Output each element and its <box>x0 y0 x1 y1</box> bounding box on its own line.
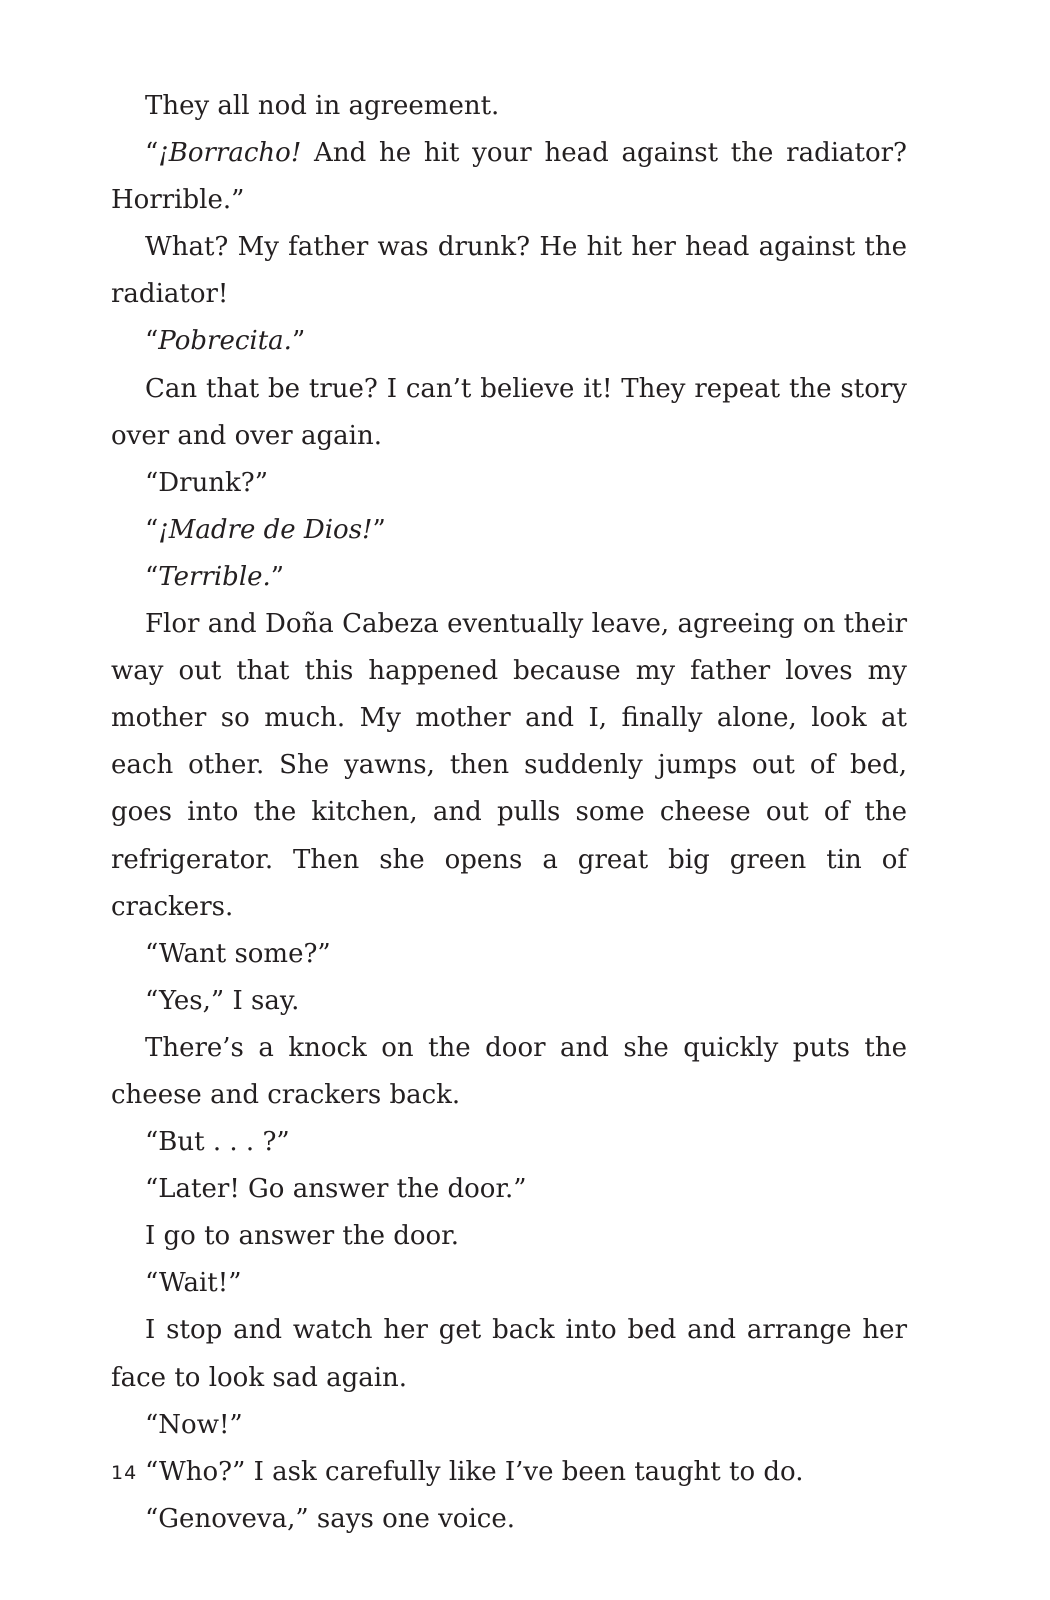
text-run: ” <box>291 326 306 357</box>
paragraph <box>111 1025 907 1119</box>
text-run: Flor and Doña Cabeza eventually leave, agreeing on their way out that this happened because my father loves my mother so much. My mother and I, finally alone, look at each other. She yawns, then suddenly jumps out of bed, goes into the kitchen, and pulls some cheese out of the refrigerator. Then she opens a great big green tin of crackers. <box>111 609 907 922</box>
text-run: What? My father was drunk? He hit her head against the radiator! <box>111 232 907 310</box>
italic-text: ¡Madre de Dios! <box>158 514 373 545</box>
paragraph <box>111 460 907 507</box>
text-run: There’s a knock on the door and she quickly puts the cheese and crackers back. <box>111 1032 907 1110</box>
page-number: 14 <box>111 1462 138 1484</box>
text-run: “Genoveva,” says one voice. <box>145 1503 515 1534</box>
text-run: “ <box>145 326 159 357</box>
text-run: “Who?” I ask carefully like I’ve been taught to do. <box>145 1456 804 1487</box>
italic-text: Pobrecita. <box>158 326 292 357</box>
text-run: “Yes,” I say. <box>145 985 300 1016</box>
text-run: “ <box>145 561 159 592</box>
paragraph <box>111 1496 907 1543</box>
paragraph <box>111 318 907 365</box>
paragraph <box>111 554 907 601</box>
paragraph <box>111 1260 907 1307</box>
text-run: “ <box>145 514 159 545</box>
text-run: “Drunk?” <box>145 467 269 498</box>
paragraph <box>111 1402 907 1449</box>
paragraph <box>111 1213 907 1260</box>
text-run: “Now!” <box>145 1409 243 1440</box>
text-run: “Want some?” <box>145 938 331 969</box>
paragraph <box>111 1307 907 1401</box>
paragraph <box>111 224 907 318</box>
text-run: Can that be true? I can’t believe it! They repeat the story over and over again. <box>111 373 907 451</box>
paragraph <box>111 83 907 130</box>
paragraph <box>111 1166 907 1213</box>
text-run: “ <box>145 138 159 169</box>
paragraph <box>111 931 907 978</box>
paragraph <box>111 1449 907 1496</box>
paragraph <box>111 601 907 931</box>
text-run: I stop and watch her get back into bed and arrange her face to look sad again. <box>111 1315 907 1393</box>
text-run: “But . . . ?” <box>145 1127 290 1158</box>
paragraph <box>111 1119 907 1166</box>
text-run: I go to answer the door. <box>145 1221 460 1252</box>
paragraph <box>111 507 907 554</box>
text-run: ” <box>270 561 285 592</box>
text-run: They all nod in agreement. <box>145 91 500 121</box>
text-run: “Later! Go answer the door.” <box>145 1174 527 1205</box>
paragraph <box>111 978 907 1025</box>
italic-text: Terrible. <box>158 561 271 592</box>
italic-text: ¡Borracho! <box>158 138 302 169</box>
paragraph <box>111 366 907 460</box>
text-run: And he hit your head against the radiator? Horrible.” <box>111 138 907 216</box>
paragraph <box>111 130 907 224</box>
text-run: ” <box>372 514 386 545</box>
body-text <box>111 83 907 1543</box>
text-run: “Wait!” <box>145 1268 242 1299</box>
